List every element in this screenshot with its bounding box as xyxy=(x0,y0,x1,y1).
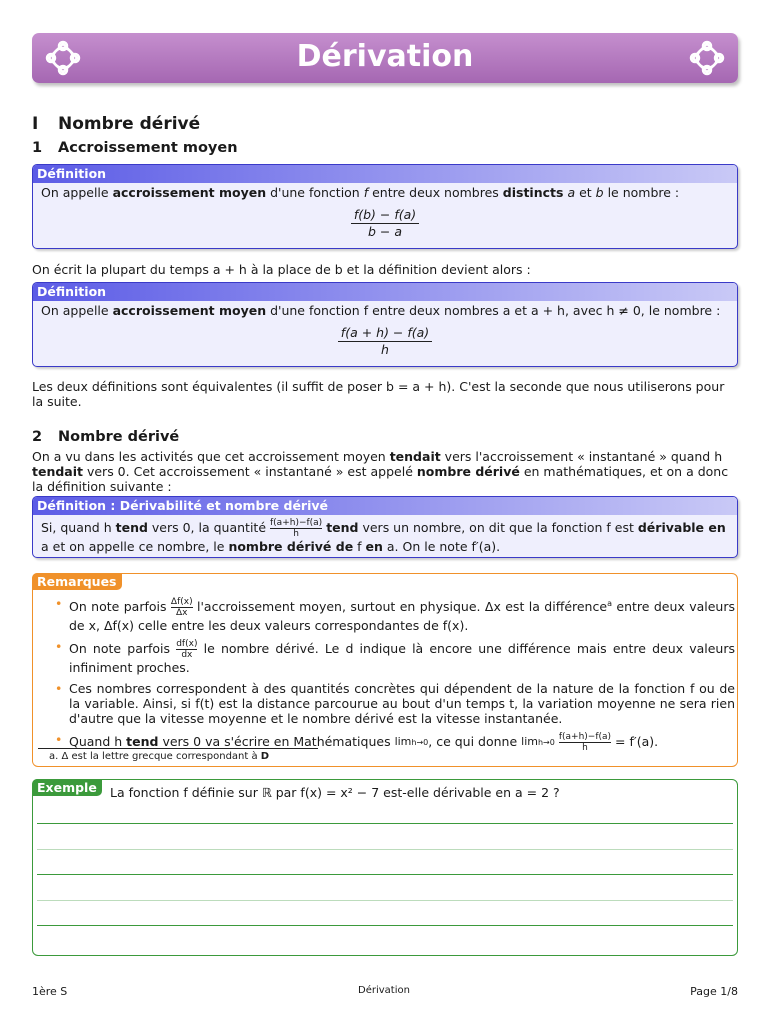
list-item: • On note parfois $\frac{df(x)}{dx}$ le nombre dérivé. Le d indique là encore une différence mais entre deux valeurs infiniment proches. xyxy=(55,639,735,675)
list-item: • On note parfois $\frac{\Delta f(x)}{\Delta x}$ l'accroissement moyen, surtout en physique. Δx est la différence$^a$ entre deux valeurs de x, Δf(x) celle entre les deux valeurs correspondantes de f(x). xyxy=(55,596,735,633)
definition-box xyxy=(32,496,738,558)
subsection-heading: 1 Accroissement moyen xyxy=(32,140,238,156)
display-fraction: $\frac{f(a + h) - f(a)}{h}$ xyxy=(41,325,729,358)
page-title: Dérivation xyxy=(296,39,474,74)
paragraph: Les deux définitions sont équivalentes (il suffit de poser b = a + h). C'est la seconde que nous utiliserons pour la suite. xyxy=(32,379,725,409)
definition-box xyxy=(32,282,738,367)
example-question: La fonction f définie sur ℝ par f(x) = x² − 7 est-elle dérivable en a = 2 ? xyxy=(110,785,560,800)
list-item: • Ces nombres correspondent à des quantités concrètes qui dépendent de la nature de la fonction f ou de la variable. Ainsi, si f(t) est la distance parcourue au bout d'un temps t, la variation moyenne ne sera rien d'autre que la vitesse moyenne et le nombre dérivé est la vitesse instantanée. xyxy=(55,681,735,726)
definition-box xyxy=(32,164,738,249)
answer-line xyxy=(37,900,733,901)
answer-line xyxy=(37,849,733,850)
definition-text: On appelle accroissement moyen d'une fonction f entre deux nombres distincts a et b le nombre : $\frac{f(b) - f(a)}{b - a}$ xyxy=(33,183,737,244)
definition-label: Définition : Dérivabilité et nombre dérivé xyxy=(33,497,737,515)
subsection-heading: 2 Nombre dérivé xyxy=(32,429,180,445)
title-banner xyxy=(32,33,738,83)
footnote-divider xyxy=(38,748,318,749)
list-item: • Quand h tend vers 0 va s'écrire en Mathématiques limh→0, ce qui donne limh→0 $\frac{f(a+h)-f(a)}{h} = f'(a)$. xyxy=(55,732,735,753)
page-number: Page 1/8 xyxy=(690,985,738,998)
remarks-box xyxy=(32,573,738,767)
footnote: a. Δ est la lettre grecque correspondant à D xyxy=(49,751,270,762)
definition-label: Définition xyxy=(33,283,737,301)
display-fraction: $\frac{f(b) - f(a)}{b - a}$ xyxy=(41,207,729,240)
example-label: Exemple xyxy=(32,779,102,796)
celtic-knot-icon xyxy=(689,40,725,76)
definition-text: Si, quand h tend vers 0, la quantité $\frac{f(a+h)-f(a)}{h}$ tend vers un nombre, on dit que la fonction f est dérivable en a et on appelle ce nombre, le nombre dérivé de f en a. On le note f′(a). xyxy=(41,518,726,554)
remarks-label: Remarques xyxy=(32,573,122,590)
answer-line xyxy=(37,823,733,824)
paragraph: On écrit la plupart du temps a + h à la place de b et la définition devient alors : xyxy=(32,262,531,277)
footer-title: Dérivation xyxy=(358,985,410,996)
section-heading: I Nombre dérivé xyxy=(32,114,201,134)
answer-line xyxy=(37,874,733,875)
example-box xyxy=(32,779,738,956)
definition-label: Définition xyxy=(33,165,737,183)
definition-text: On appelle accroissement moyen d'une fonction f entre deux nombres a et a + h, avec h ≠ 0, le nombre : $\frac{f(a + h) - f(a)}{h}$ xyxy=(33,301,737,362)
paragraph: On a vu dans les activités que cet accroissement moyen tendait vers l'accroissement « instantané » quand h tendait vers 0. Cet accroissement « instantané » est appelé nombre dérivé en mathématiques, et on a donc la définition suivante : xyxy=(32,449,729,494)
footer-class: 1ère S xyxy=(32,985,68,998)
answer-line xyxy=(37,925,733,926)
